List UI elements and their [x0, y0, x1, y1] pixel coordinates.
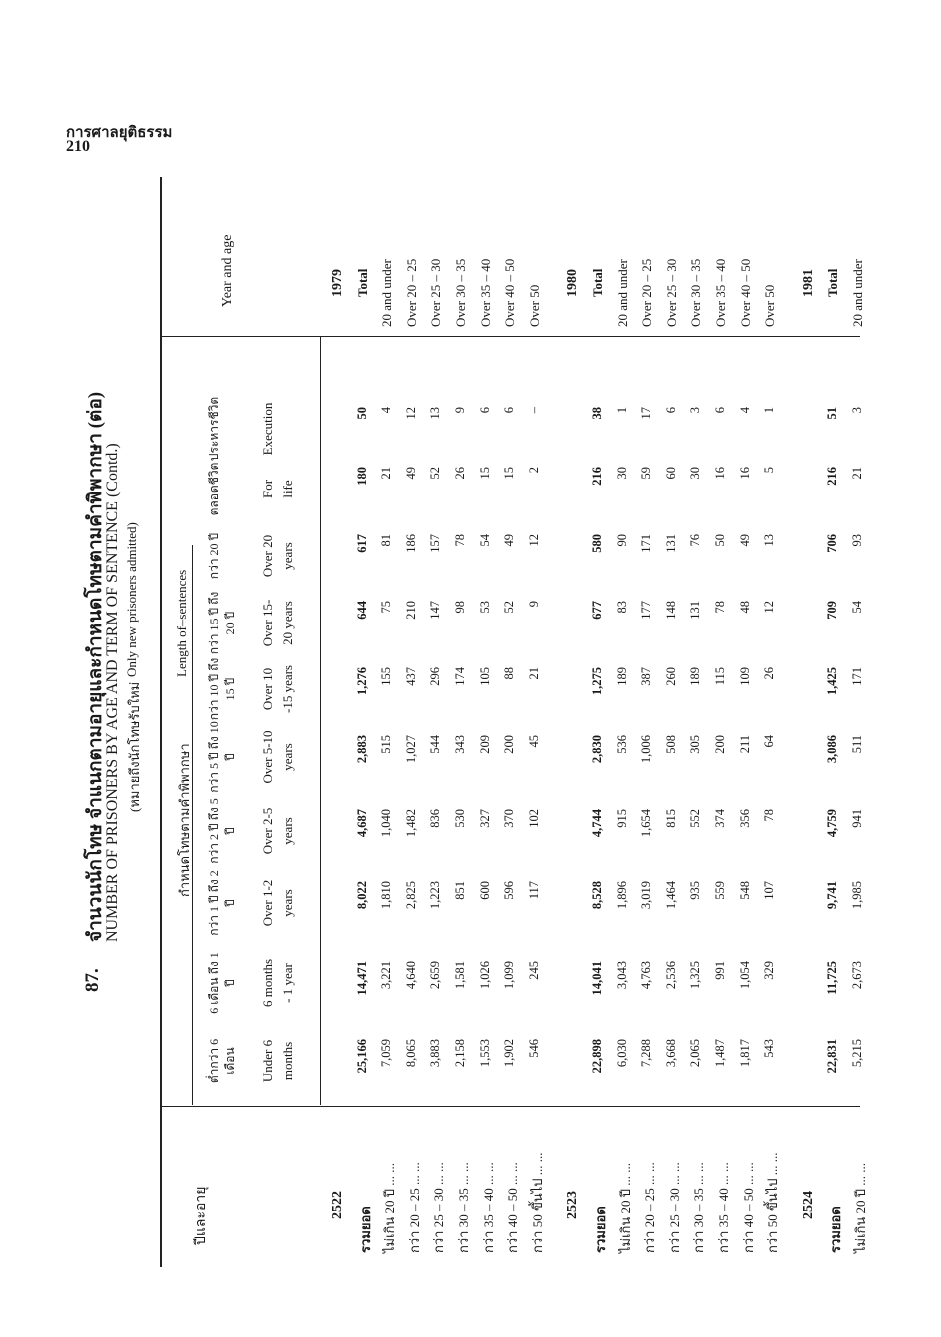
year-label-thai: 2523: [565, 1191, 581, 1219]
table-cell: 437: [403, 667, 418, 686]
table-cell: 7,288: [639, 1039, 654, 1068]
table-cell: 117: [526, 881, 541, 900]
row-label-thai: รวมยอด: [357, 1206, 373, 1253]
row-label-thai: กว่า 20 – 25 ... ...: [642, 1162, 658, 1253]
table-cell: 177: [639, 601, 654, 620]
table-cell: 2,158: [453, 1039, 467, 1068]
table-cell: 7,059: [379, 1039, 394, 1068]
table-cell: 356: [737, 809, 752, 828]
table-cell: 3,086: [825, 735, 840, 764]
table-cell: 2,825: [403, 881, 418, 910]
row-label-thai: กว่า 20 – 25 ... ...: [406, 1162, 422, 1253]
table-cell: 2,536: [663, 961, 678, 990]
table-cell: 6: [502, 407, 517, 414]
table-cell: 54: [850, 601, 864, 614]
table-cell: 4,763: [639, 961, 654, 990]
column-header-thai: กว่า 5 ปี ถึง 10 ปี: [207, 721, 237, 793]
column-header-thai: กว่า 15 ปี ถึง 20 ปี: [207, 591, 237, 655]
table-cell: 6: [713, 407, 727, 414]
header-bottom-rule: [320, 337, 321, 1105]
column-header-thai: กว่า 1 ปี ถึง 2 ปี: [207, 870, 237, 936]
table-cell: 75: [379, 601, 394, 614]
table-cell: 8,065: [403, 1039, 418, 1068]
group-header-thai: กำหนดโทษตามคำพิพากษา: [177, 743, 192, 897]
table-cell: 13: [428, 407, 443, 420]
row-label-english: Over 25 – 30: [428, 258, 444, 327]
table-cell: 559: [713, 881, 727, 900]
row-label-english: Total: [825, 268, 841, 297]
column-header-thai: ตลอดชีวิต: [207, 462, 221, 516]
table-cell: 50: [713, 534, 727, 547]
table-cell: 131: [688, 601, 703, 620]
table-cell: 22,898: [590, 1039, 604, 1074]
table-cell: 78: [762, 809, 777, 822]
row-label-thai: ไม่เกิน 20 ปี ... ...: [382, 1162, 398, 1253]
table-cell: 78: [453, 534, 467, 547]
table-cell: 2,673: [850, 961, 864, 990]
column-header: [206, 795, 298, 867]
table-cell: 15: [477, 467, 492, 480]
table-cell: 4,687: [354, 809, 369, 838]
row-label-english: Over 40 – 50: [502, 258, 518, 327]
row-label-english: Over 35 – 40: [713, 258, 728, 327]
table-cell: 147: [428, 601, 443, 620]
table-cell: 5: [762, 467, 777, 474]
table-cell: 1,482: [403, 809, 418, 838]
table-cell: 260: [663, 667, 678, 686]
table-cell: 11,725: [825, 961, 840, 995]
table-cell: 4,759: [825, 809, 840, 838]
table-cell: 677: [590, 601, 604, 620]
column-header: [206, 393, 278, 465]
row-label-english: Over 30 – 35: [453, 258, 468, 327]
table-cell: 49: [502, 534, 517, 547]
column-header-english: Execution: [260, 402, 275, 456]
table-cell: 200: [502, 735, 517, 754]
table-cell: 171: [850, 667, 864, 686]
table-cell: 60: [663, 467, 678, 480]
row-label-thai: กว่า 40 – 50 ... ...: [505, 1162, 521, 1253]
column-header: [206, 587, 298, 659]
row-label-english: Over 25 – 30: [663, 258, 679, 327]
table-cell: 1,425: [825, 667, 840, 696]
table-cell: 1,902: [502, 1039, 517, 1068]
table-cell: 3,019: [639, 881, 654, 910]
table-cell: 327: [477, 809, 492, 828]
table-cell: 53: [477, 601, 492, 614]
table-cell: 174: [453, 667, 467, 686]
row-label-thai: ไม่เกิน 20 ปี ... ...: [617, 1162, 633, 1253]
group-header-english: Length of–sentences: [174, 569, 189, 677]
column-header: [206, 867, 298, 939]
column-header-english: 6 months: [260, 958, 275, 1008]
table-cell: 1,040: [379, 809, 394, 838]
table-cell: 148: [663, 601, 678, 620]
row-label-english: Over 50: [762, 284, 778, 327]
table-cell: 200: [713, 735, 727, 754]
table-title-thai: จำนวนนักโทษ จำแนกตามอายุและกำหนดโทษตามคำพิพากษา (ต่อ): [85, 391, 106, 942]
page-number: 210: [66, 138, 90, 155]
year-label-english: 1981: [800, 269, 816, 297]
year-label-english: 1980: [565, 269, 581, 297]
column-header-english: Over 10: [260, 667, 275, 711]
table-cell: 93: [850, 534, 864, 547]
top-rule: [160, 177, 162, 1267]
column-header-english: life: [280, 480, 295, 498]
year-label-thai: 2524: [800, 1191, 816, 1219]
table-cell: 2,659: [428, 961, 443, 990]
table-cell: 1,487: [713, 1039, 727, 1068]
table-cell: 22,831: [825, 1039, 840, 1074]
table-cell: 1,027: [403, 735, 418, 764]
table-cell: 9: [453, 407, 467, 414]
table-cell: 17: [639, 407, 654, 420]
table-cell: 387: [639, 667, 654, 686]
table-cell: 157: [428, 534, 443, 553]
row-label-english: Over 20 – 25: [403, 258, 419, 327]
table-cell: 5,215: [850, 1039, 864, 1068]
table-cell: 102: [526, 809, 541, 828]
row-label-thai: กว่า 30 – 35 ... ...: [456, 1162, 471, 1253]
column-header: [206, 1025, 298, 1097]
table-cell: 64: [762, 735, 777, 748]
table-cell: 81: [379, 534, 394, 547]
table-cell: 515: [379, 735, 394, 754]
row-label-english: Over 30 – 35: [688, 258, 704, 327]
table-cell: 15: [502, 467, 517, 480]
table-cell: 1,276: [354, 667, 369, 696]
table-cell: 186: [403, 534, 418, 553]
column-header-english: years: [280, 889, 295, 917]
table-cell: 50: [354, 407, 369, 420]
table-cell: 508: [663, 735, 678, 754]
table-cell: 90: [614, 534, 629, 547]
table-cell: 1,275: [590, 667, 604, 696]
column-header-thai: ประหารชีวิต: [207, 396, 221, 462]
table-cell: 210: [403, 601, 418, 620]
table-cell: 16: [713, 467, 727, 480]
row-label-english: Over 40 – 50: [737, 258, 753, 327]
table-cell: 216: [825, 467, 840, 486]
row-label-thai: รวมยอด: [593, 1206, 608, 1253]
table-cell: 9,741: [825, 881, 840, 910]
stub-header-thai: ปีและอายุ: [194, 1186, 209, 1245]
table-cell: 1,581: [453, 961, 467, 990]
table-cell: 1,985: [850, 881, 864, 910]
row-label-thai: กว่า 50 ขึ้นไป ... ...: [765, 1152, 781, 1253]
table-cell: 105: [477, 667, 492, 686]
table-cell: 30: [688, 467, 703, 480]
table-cell: 1,464: [663, 881, 678, 910]
column-header-english: Over 2-5: [260, 807, 275, 855]
table-cell: 3,043: [614, 961, 629, 990]
table-cell: 1,896: [614, 881, 629, 910]
column-header-english: years: [280, 743, 295, 771]
table-cell: 596: [502, 881, 517, 900]
column-header-thai: กว่า 20 ปี: [207, 532, 221, 580]
table-cell: 706: [825, 534, 840, 553]
table-cell: 12: [762, 601, 777, 614]
table-cell: 3: [688, 407, 703, 414]
table-cell: 935: [688, 881, 703, 900]
table-cell: –: [526, 407, 541, 414]
table-cell: 329: [762, 961, 777, 980]
table-cell: 3,221: [379, 961, 394, 990]
table-cell: 851: [453, 881, 467, 900]
table-cell: 546: [526, 1039, 541, 1058]
table-cell: 131: [663, 534, 678, 553]
table-cell: 1,099: [502, 961, 517, 990]
table-cell: 915: [614, 809, 629, 828]
column-header-english: Over 15-: [260, 599, 275, 647]
table-cell: 14,041: [590, 961, 604, 996]
row-label-thai: กว่า 35 – 40 ... ...: [716, 1162, 731, 1253]
table-cell: 543: [762, 1039, 777, 1058]
table-cell: 296: [428, 667, 443, 686]
table-cell: 26: [453, 467, 467, 480]
column-header-english: Over 5-10: [260, 730, 275, 784]
table-cell: 580: [590, 534, 604, 553]
table-cell: 6: [663, 407, 678, 414]
table-cell: 1,654: [639, 809, 654, 838]
column-header-english: years: [280, 817, 295, 845]
table-cell: 4: [379, 407, 394, 414]
column-header: [206, 520, 298, 592]
table-cell: 1,006: [639, 735, 654, 764]
table-cell: 709: [825, 601, 840, 620]
table-cell: 8,022: [354, 881, 369, 910]
table-cell: 548: [737, 881, 752, 900]
table-cell: 836: [428, 809, 443, 828]
table-cell: 14,471: [354, 961, 369, 996]
table-cell: 245: [526, 961, 541, 980]
table-cell: 617: [354, 534, 369, 553]
table-cell: 115: [713, 667, 727, 686]
stub-header-english: Year and age: [220, 234, 235, 307]
column-header: [206, 721, 298, 793]
row-label-thai: กว่า 25 – 30 ... ...: [666, 1162, 682, 1253]
table-cell: 59: [639, 467, 654, 480]
table-cell: 305: [688, 735, 703, 754]
row-label-thai: กว่า 30 – 35 ... ...: [691, 1162, 707, 1253]
column-header: [206, 653, 298, 725]
row-label-english: Over 20 – 25: [639, 258, 655, 327]
table-cell: 12: [403, 407, 418, 420]
table-cell: 155: [379, 667, 394, 686]
table-cell: 815: [663, 809, 678, 828]
column-header-english: years: [280, 542, 295, 570]
column-header-english: - 1 year: [280, 963, 295, 1003]
row-label-thai: กว่า 25 – 30 ... ...: [431, 1162, 447, 1253]
table-cell: 189: [688, 667, 703, 686]
table-cell: 941: [850, 809, 864, 828]
table-subtitle-thai: (หมายถึงนักโทษรับใหม่: [127, 681, 142, 812]
row-label-english: 20 and under: [614, 259, 630, 327]
table-cell: 30: [614, 467, 629, 480]
table-cell: 25,166: [354, 1039, 369, 1074]
table-cell: 54: [477, 534, 492, 547]
row-label-thai: กว่า 35 – 40 ... ...: [480, 1162, 496, 1253]
table-cell: 209: [477, 735, 492, 754]
table-cell: 3,668: [663, 1039, 678, 1068]
column-header-english: 20 years: [280, 601, 295, 645]
table-cell: 1,325: [688, 961, 703, 990]
table-cell: 78: [713, 601, 727, 614]
table-subtitle-english: Only new prisoners admitted): [124, 522, 139, 677]
table-cell: 370: [502, 809, 517, 828]
table-cell: 49: [737, 534, 752, 547]
table-cell: 511: [850, 735, 864, 754]
table-cell: 211: [737, 735, 752, 754]
table-cell: 76: [688, 534, 703, 547]
table-cell: 536: [614, 735, 629, 754]
table-cell: 552: [688, 809, 703, 828]
table-cell: 1: [614, 407, 629, 414]
table-cell: 52: [502, 601, 517, 614]
table-cell: 1,553: [477, 1039, 492, 1068]
table-cell: 216: [590, 467, 604, 486]
table-cell: 644: [354, 601, 369, 620]
table-cell: 45: [526, 735, 541, 748]
table-cell: 180: [354, 467, 369, 486]
table-cell: 83: [614, 601, 629, 614]
table-cell: 3: [850, 407, 864, 414]
table-cell: 3,883: [428, 1039, 443, 1068]
table-cell: 189: [614, 667, 629, 686]
column-header-thai: กว่า 2 ปี ถึง 5 ปี: [207, 798, 237, 864]
table-cell: 6,030: [614, 1039, 629, 1068]
table-cell: 4: [737, 407, 752, 414]
row-label-thai: กว่า 40 – 50 ... ...: [740, 1162, 756, 1253]
column-header-english: Over 1-2: [260, 879, 275, 927]
table-cell: 1,817: [737, 1039, 752, 1068]
table-cell: 1,026: [477, 961, 492, 990]
stub-divider: [160, 336, 860, 337]
column-header-english: -15 years: [280, 665, 295, 714]
table-cell: 343: [453, 735, 467, 754]
row-label-thai: กว่า 50 ขึ้นไป ... ...: [529, 1152, 545, 1253]
row-label-english: 20 and under: [850, 259, 865, 327]
table-cell: 600: [477, 881, 492, 900]
running-header-title: การศาลยุติธรรม: [66, 125, 173, 141]
table-cell: 530: [453, 809, 467, 828]
column-header-thai: 6 เดือน ถึง 1 ปี: [207, 952, 237, 1014]
column-header-english: months: [280, 1041, 295, 1081]
table-title-english: NUMBER OF PRISONERS BY AGE AND TERM OF SENTENCE (Contd.): [104, 443, 121, 942]
table-cell: 171: [639, 534, 654, 553]
column-header-thai: ต่ำกว่า 6 เดือน: [207, 1038, 237, 1084]
table-cell: 13: [762, 534, 777, 547]
table-cell: 48: [737, 601, 752, 614]
row-label-english: Total: [590, 268, 605, 297]
table-cell: 2,830: [590, 735, 604, 764]
table-cell: 1: [762, 407, 777, 414]
table-cell: 1,223: [428, 881, 443, 910]
table-cell: 21: [379, 467, 394, 480]
table-cell: 6: [477, 407, 492, 414]
table-cell: 21: [526, 667, 541, 680]
row-label-thai: ไม่เกิน 20 ปี ... ...: [853, 1162, 868, 1253]
column-header-english: For: [260, 479, 275, 499]
table-cell: 52: [428, 467, 443, 480]
column-header-english: Over 20: [260, 534, 275, 578]
table-cell: 2: [526, 467, 541, 474]
table-cell: 544: [428, 735, 443, 754]
table-cell: 88: [502, 667, 517, 680]
table-cell: 2,065: [688, 1039, 703, 1068]
row-label-english: Over 35 – 40: [477, 258, 493, 327]
table-cell: 12: [526, 534, 541, 547]
table-cell: 16: [737, 467, 752, 480]
row-label-english: Over 50: [526, 284, 542, 327]
table-cell: 109: [737, 667, 752, 686]
year-label-thai: 2522: [330, 1191, 345, 1219]
table-cell: 98: [453, 601, 467, 614]
table-cell: 38: [590, 407, 604, 420]
table-cell: 8,528: [590, 881, 604, 910]
table-cell: 4,744: [590, 809, 604, 838]
column-header-thai: กว่า 10 ปี ถึง 15 ปี: [207, 657, 237, 721]
year-label-english: 1979: [330, 269, 345, 297]
table-cell: 26: [762, 667, 777, 680]
table-cell: 991: [713, 961, 727, 980]
column-header: [206, 947, 298, 1019]
row-label-english: Total: [354, 268, 370, 297]
table-cell: 107: [762, 881, 777, 900]
table-cell: 21: [850, 467, 864, 480]
table-cell: 51: [825, 407, 840, 420]
table-cell: 2,883: [354, 735, 369, 764]
row-label-english: 20 and under: [379, 259, 395, 327]
table-cell: 374: [713, 809, 727, 828]
table-cell: 4,640: [403, 961, 418, 990]
table-cell: 1,810: [379, 881, 394, 910]
table-number: 87.: [82, 968, 103, 992]
row-label-thai: รวมยอด: [828, 1206, 844, 1253]
table-cell: 9: [526, 601, 541, 608]
column-header-english: Under 6: [260, 1039, 275, 1083]
table-cell: 1,054: [737, 961, 752, 990]
table-cell: 49: [403, 467, 418, 480]
